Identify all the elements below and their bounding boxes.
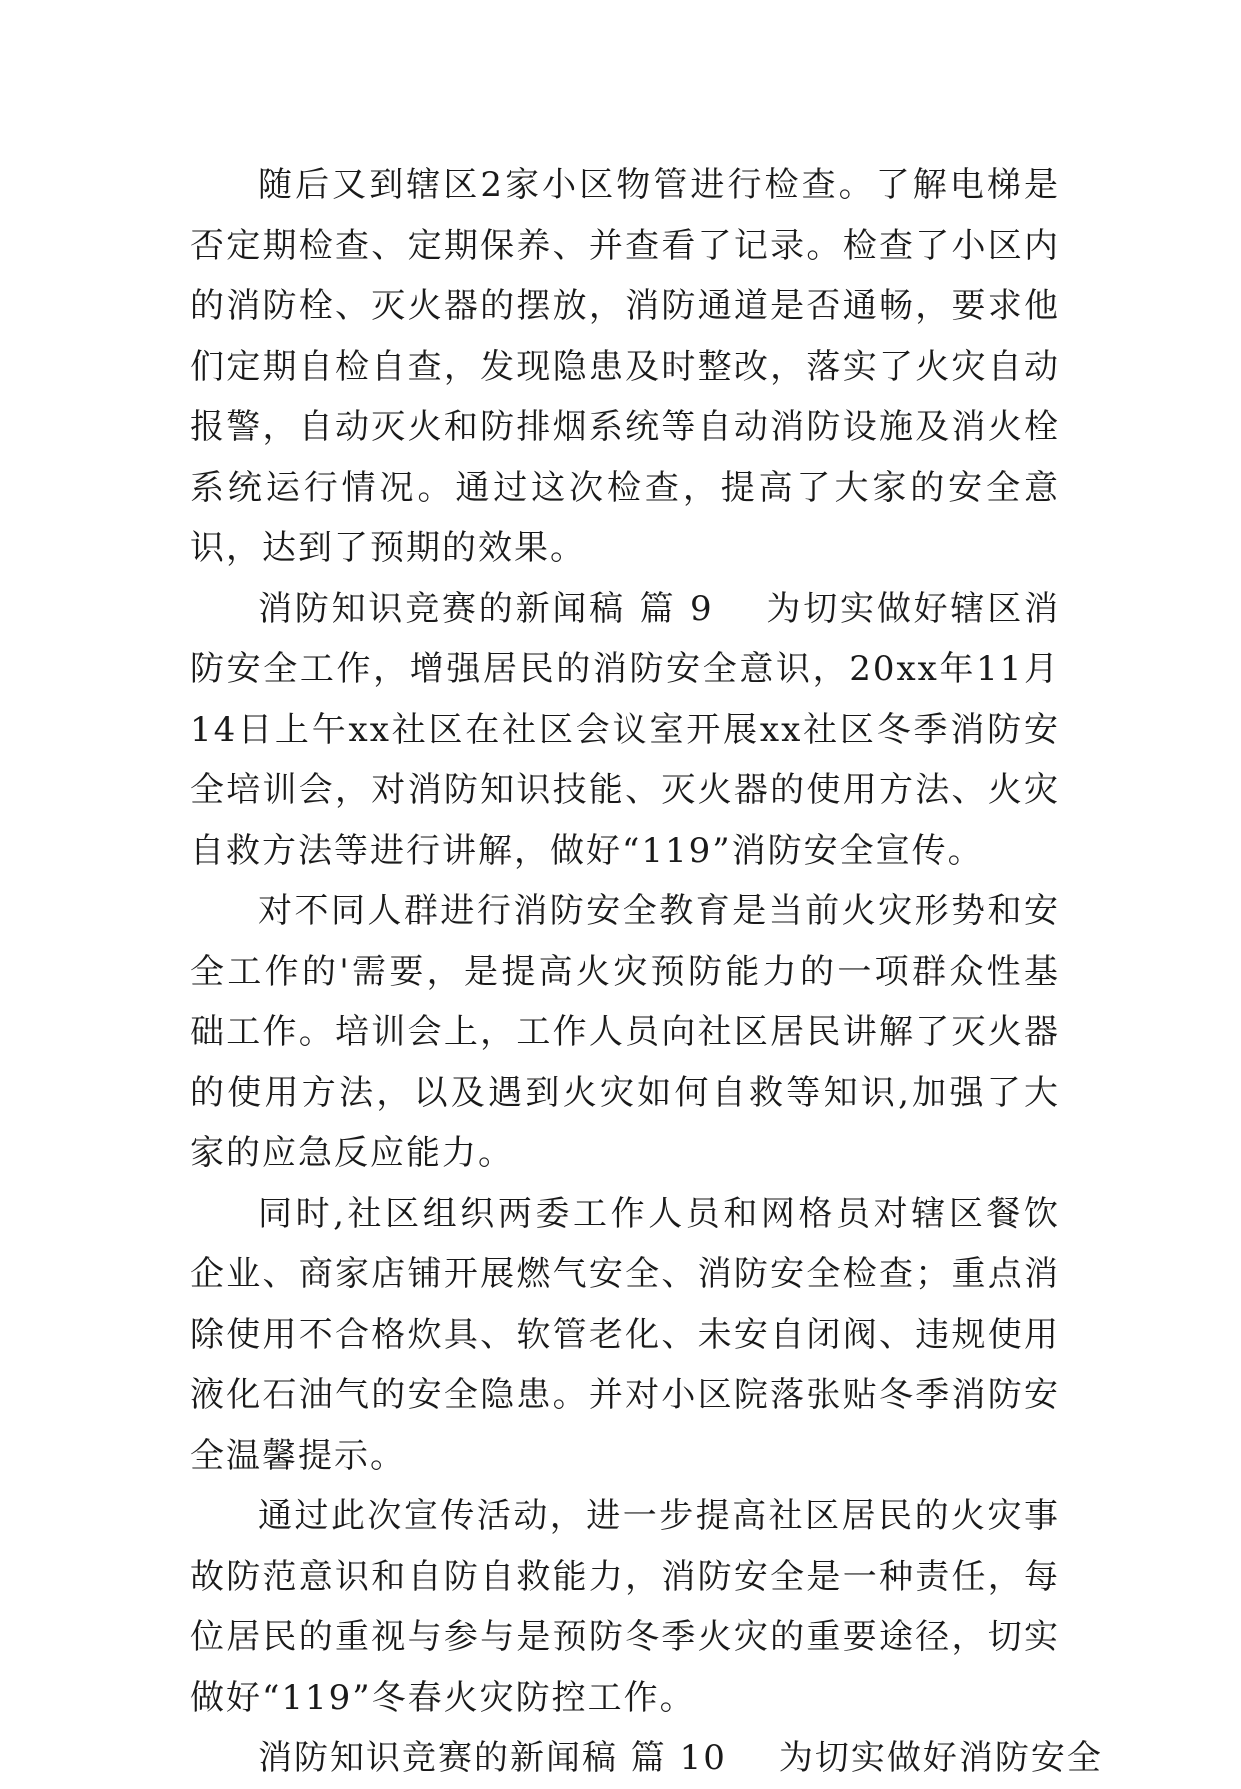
document-body — [190, 155, 1103, 1789]
paragraph-education: 对不同人群进行消防安全教育是当前火灾形势和安全工作的'需要，是提高火灾预防能力的一项群众性基础工作。培训会上，工作人员向社区居民讲解了灭火器的使用方法，以及遇到火灾如何自救等知识,加强了大家的应急反应能力。 — [190, 891, 1060, 1173]
paragraph-inspection-2: 同时,社区组织两委工作人员和网格员对辖区餐饮企业、商家店铺开展燃气安全、消防安全检查；重点消除使用不合格炊具、软管老化、未安自闭阀、违规使用液化石油气的安全隐患。并对小区院落张贴冬季消防安全温馨提示。 — [190, 1193, 1060, 1476]
section-10-title: 消防知识竞赛的新闻稿 篇 10 — [258, 1738, 727, 1778]
section-10-lead: 为切实做好消防安全 — [778, 1738, 1103, 1778]
paragraph-inspection: 随后又到辖区2家小区物管进行检查。了解电梯是否定期检查、定期保养、并查看了记录。检查了小区内的消防栓、灭火器的摆放，消防通道是否通畅，要求他们定期自检自查，发现隐患及时整改，落实了火灾自动报警，自动灭火和防排烟系统等自动消防设施及消火栓系统运行情况。通过这次检查，提高了大家的安全意识，达到了预期的效果。 — [190, 165, 1060, 568]
section-10-paragraph — [190, 1728, 1103, 1789]
paragraph-conclusion: 通过此次宣传活动，进一步提高社区居民的火灾事故防范意识和自防自救能力，消防安全是一种责任，每位居民的重视与参与是预防冬季火灾的重要途径，切实做好“119”冬春火灾防控工作。 — [190, 1496, 1060, 1718]
section-9-title: 消防知识竞赛的新闻稿 篇 9 — [258, 588, 714, 629]
section-9-paragraph — [190, 579, 1060, 882]
section-9-lead: 为切实做好辖区消防安全工作，增强居民的消防安全意识，20xx年11月14日上午xx社区在社区会议室开展xx社区冬季消防安全培训会，对消防知识技能、灭火器的使用方法、火灾自救方法等进行讲解，做好“119”消防安全宣传。 — [190, 588, 1061, 871]
